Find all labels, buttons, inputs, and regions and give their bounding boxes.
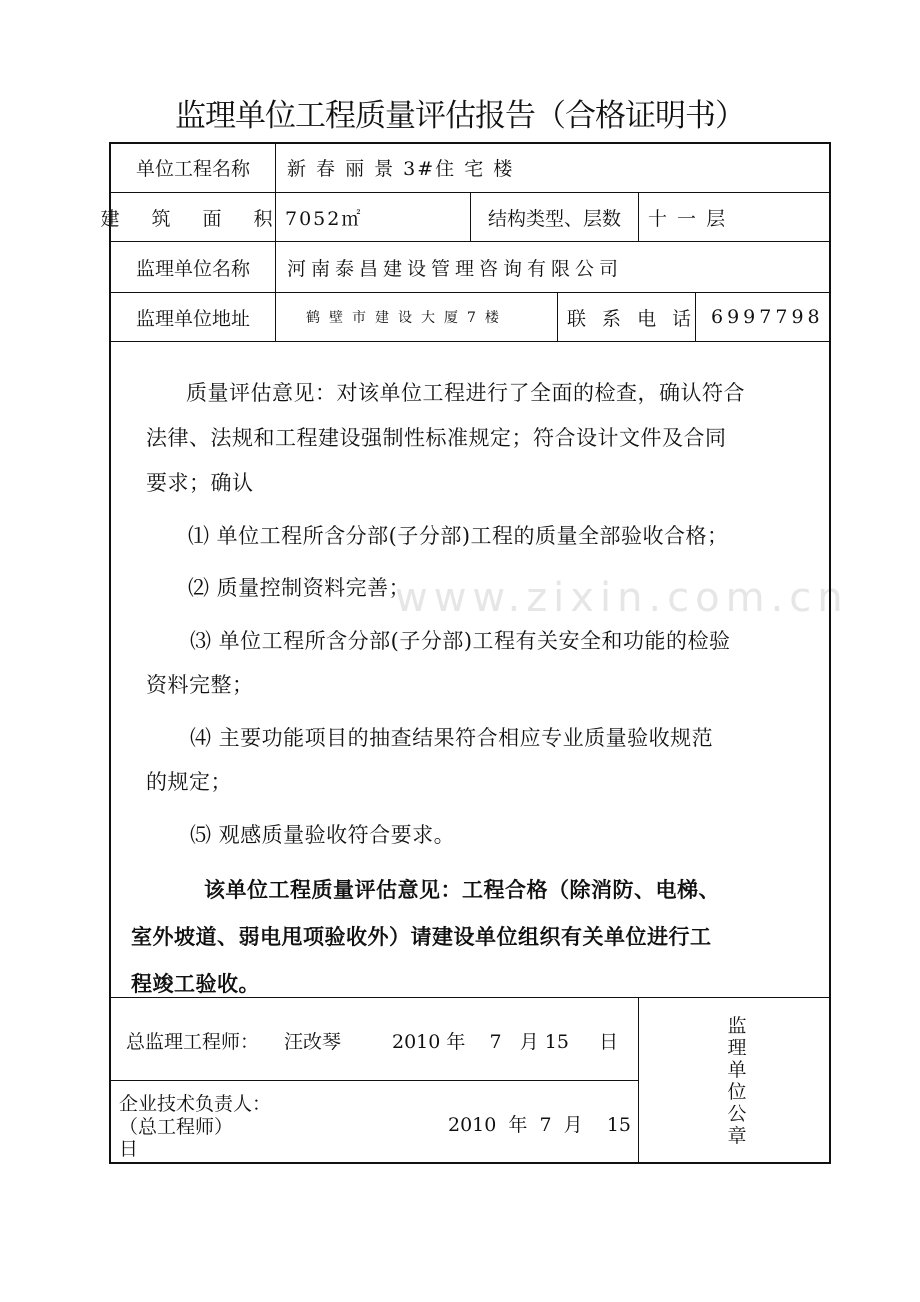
chief-engineer-label: 总监理工程师： — [126, 1031, 260, 1053]
phone-value: 6997798 — [711, 306, 824, 328]
conclusion-line-3: 程竣工验收。 — [131, 972, 260, 996]
opinion-item-1: ⑴ 单位工程所含分部(子分部)工程的质量全部验收合格； — [188, 524, 729, 548]
page-title: 监理单位工程质量评估报告（合格证明书） — [175, 98, 745, 134]
structure-label: 结构类型、层数 — [487, 207, 621, 230]
address-value: 鹤壁市建设大厦7楼 — [306, 310, 508, 326]
project-name-label: 单位工程名称 — [135, 158, 250, 180]
col-divider — [557, 292, 558, 342]
opinion-line-1: 质量评估意见：对该单位工程进行了全面的检查，确认符合 — [186, 381, 745, 405]
opinion-item-2: ⑵ 质量控制资料完善； — [188, 576, 411, 600]
opinion-line-3: 要求；确认 — [146, 471, 254, 495]
supervisor-value: 河南泰昌建设管理咨询有限公司 — [287, 257, 624, 280]
area-value: 7052㎡ — [285, 207, 363, 230]
col-divider — [638, 192, 639, 242]
chief-engineer-date: 2010 年 7 月 15 日 — [392, 1031, 619, 1053]
conclusion-line-1: 该单位工程质量评估意见：工程合格（除消防、电梯、 — [204, 878, 720, 902]
row-divider — [110, 341, 831, 342]
structure-value: 十 一 层 — [648, 207, 728, 230]
tech-lead-day: 日 — [119, 1138, 139, 1160]
opinion-item-5: ⑸ 观感质量验收符合要求。 — [190, 823, 456, 847]
chief-engineer-name: 汪改琴 — [284, 1031, 342, 1053]
watermark: www.zixin.com.cn — [395, 575, 849, 621]
row-divider — [110, 1080, 638, 1081]
opinion-item-4a: ⑷ 主要功能项目的抽查结果符合相应专业质量验收规范 — [190, 726, 714, 750]
opinion-item-3a: ⑶ 单位工程所含分部(子分部)工程有关安全和功能的检验 — [190, 629, 731, 653]
phone-label: 联 系 电 话 — [567, 307, 697, 330]
opinion-item-4b: 的规定； — [146, 770, 232, 794]
opinion-item-3b: 资料完整； — [146, 673, 254, 697]
tech-lead-label: 企业技术负责人： — [119, 1093, 272, 1115]
tech-lead-subtitle: （总工程师） — [119, 1116, 234, 1138]
col-divider — [638, 997, 639, 1164]
col-divider — [275, 143, 276, 342]
opinion-line-2: 法律、法规和工程建设强制性标准规定；符合设计文件及合同 — [146, 426, 727, 450]
project-name-value: 新 春 丽 景 3#住 宅 楼 — [287, 158, 515, 180]
area-label: 建 筑 面 积 — [100, 207, 286, 230]
tech-lead-date: 2010 年 7 月 15 — [448, 1114, 632, 1136]
address-label: 监理单位地址 — [135, 307, 250, 330]
seal-label: 监理单位公章 — [727, 1015, 747, 1147]
supervisor-label: 监理单位名称 — [135, 257, 250, 280]
conclusion-line-2: 室外坡道、弱电甩项验收外）请建设单位组织有关单位进行工 — [131, 925, 712, 949]
